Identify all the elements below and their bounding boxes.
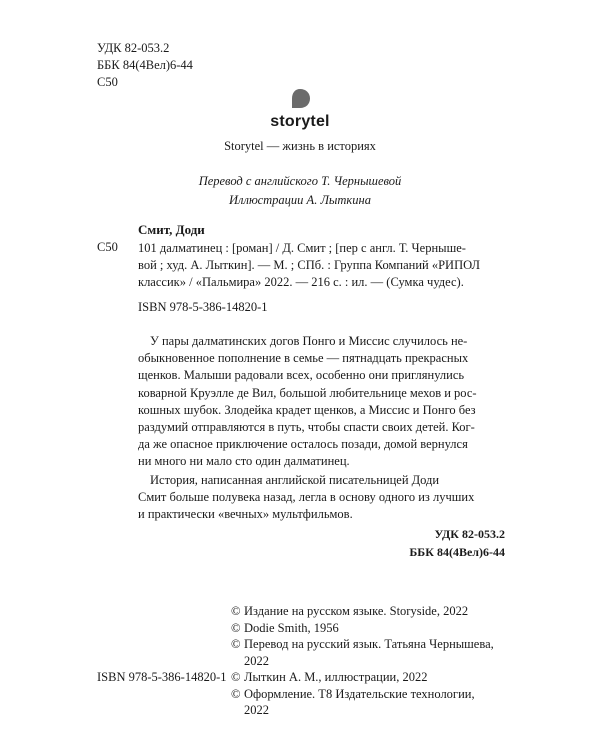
udk-code: УДК 82-053.2 <box>97 41 170 55</box>
catalog-description <box>138 240 505 291</box>
copyright-symbol: © <box>231 686 241 701</box>
catalog-isbn: ISBN 978-5-386-14820-1 <box>138 300 268 314</box>
copyright-symbol: © <box>231 620 241 635</box>
copyright-text: Dodie Smith, 1956 <box>244 620 339 635</box>
translation-credit: Перевод с английского Т. Чернышевой <box>198 174 402 188</box>
catalog-line: классик» / «Пальмира» 2022. — 216 с. : ил. — (Сумка чудес). <box>138 275 464 289</box>
author-sign-code: С50 <box>97 75 118 89</box>
catalog-code: С50 <box>97 240 118 254</box>
copyright-text: Лыткин А. М., иллюстрации, 2022 <box>244 670 428 684</box>
udk-code-bottom: УДК 82-053.2 <box>434 527 505 541</box>
catalog-line: 101 далматинец : [роман] / Д. Смит ; [пер с англ. Т. Черныше- <box>138 241 466 255</box>
annotation-line: У пары далматинских догов Понго и Миссис случилось не- <box>150 334 468 348</box>
copyright-text: Перевод на русский язык. Татьяна Чернышева, <box>244 637 494 651</box>
copyright-text: 2022 <box>244 703 269 717</box>
annotation-line: коварной Круэлле де Вил, большой любительнице мехов и рос- <box>138 385 477 400</box>
tagline: Storytel — жизнь в историях <box>224 139 376 153</box>
copyright-text: 2022 <box>244 653 269 668</box>
annotation-line: щенков. Малыши радовали всех, особенно они приглянулись <box>138 368 465 383</box>
copyright-symbol: © <box>231 604 241 618</box>
copyright-item <box>231 603 494 620</box>
copyright-item <box>231 636 494 669</box>
annotation-line: раздумий отправляются в путь, чтобы спасти своих детей. Ког- <box>138 420 475 435</box>
catalog-author: Смит, Доди <box>138 222 205 237</box>
copyright-text: Оформление. Т8 Издательские технологии, <box>244 686 475 701</box>
illustration-credit: Иллюстрации А. Лыткина <box>229 193 371 207</box>
storytel-wordmark: storytel <box>270 113 330 130</box>
catalog-line: вой ; худ. А. Лыткин]. — М. ; СПб. : Группа Компаний «РИПОЛ <box>138 258 480 272</box>
annotation-line: ни много ни мало сто один далматинец. <box>138 454 350 469</box>
copyright-item <box>231 686 494 719</box>
publisher-logo <box>0 88 600 154</box>
copyright-block <box>231 603 494 719</box>
copyright-item <box>231 669 494 686</box>
speech-bubble-icon <box>289 88 311 115</box>
annotation-line: История, написанная английской писательницей Доди <box>150 473 440 487</box>
bbk-code-bottom: ББК 84(4Вел)6-44 <box>409 545 505 559</box>
copyright-item <box>231 620 494 637</box>
annotation-line: Смит больше полувека назад, легла в основу одного из лучших <box>138 490 475 505</box>
bbk-code: ББК 84(4Вел)6-44 <box>97 58 193 72</box>
annotation-paragraph-2 <box>138 472 505 524</box>
credits <box>0 172 600 210</box>
annotation-paragraph-1 <box>138 333 505 471</box>
copyright-text: Издание на русском языке. Storyside, 2022 <box>244 604 469 618</box>
bottom-classification <box>409 525 505 561</box>
annotation-line: кошных шубок. Злодейка крадет щенков, а Миссис и Понго без <box>138 402 476 417</box>
annotation-line: и практически «вечных» мультфильмов. <box>138 507 353 522</box>
classification-block <box>97 40 193 91</box>
copyright-symbol: © <box>231 670 241 684</box>
annotation-line: обыкновенное пополнение в семье — пятнадцать прекрасных <box>138 351 469 366</box>
annotation-line: да же опасное приключение осталось позади, домой вернулся <box>138 437 468 452</box>
bottom-isbn: ISBN 978-5-386-14820-1 <box>97 670 227 684</box>
copyright-symbol: © <box>231 637 241 651</box>
